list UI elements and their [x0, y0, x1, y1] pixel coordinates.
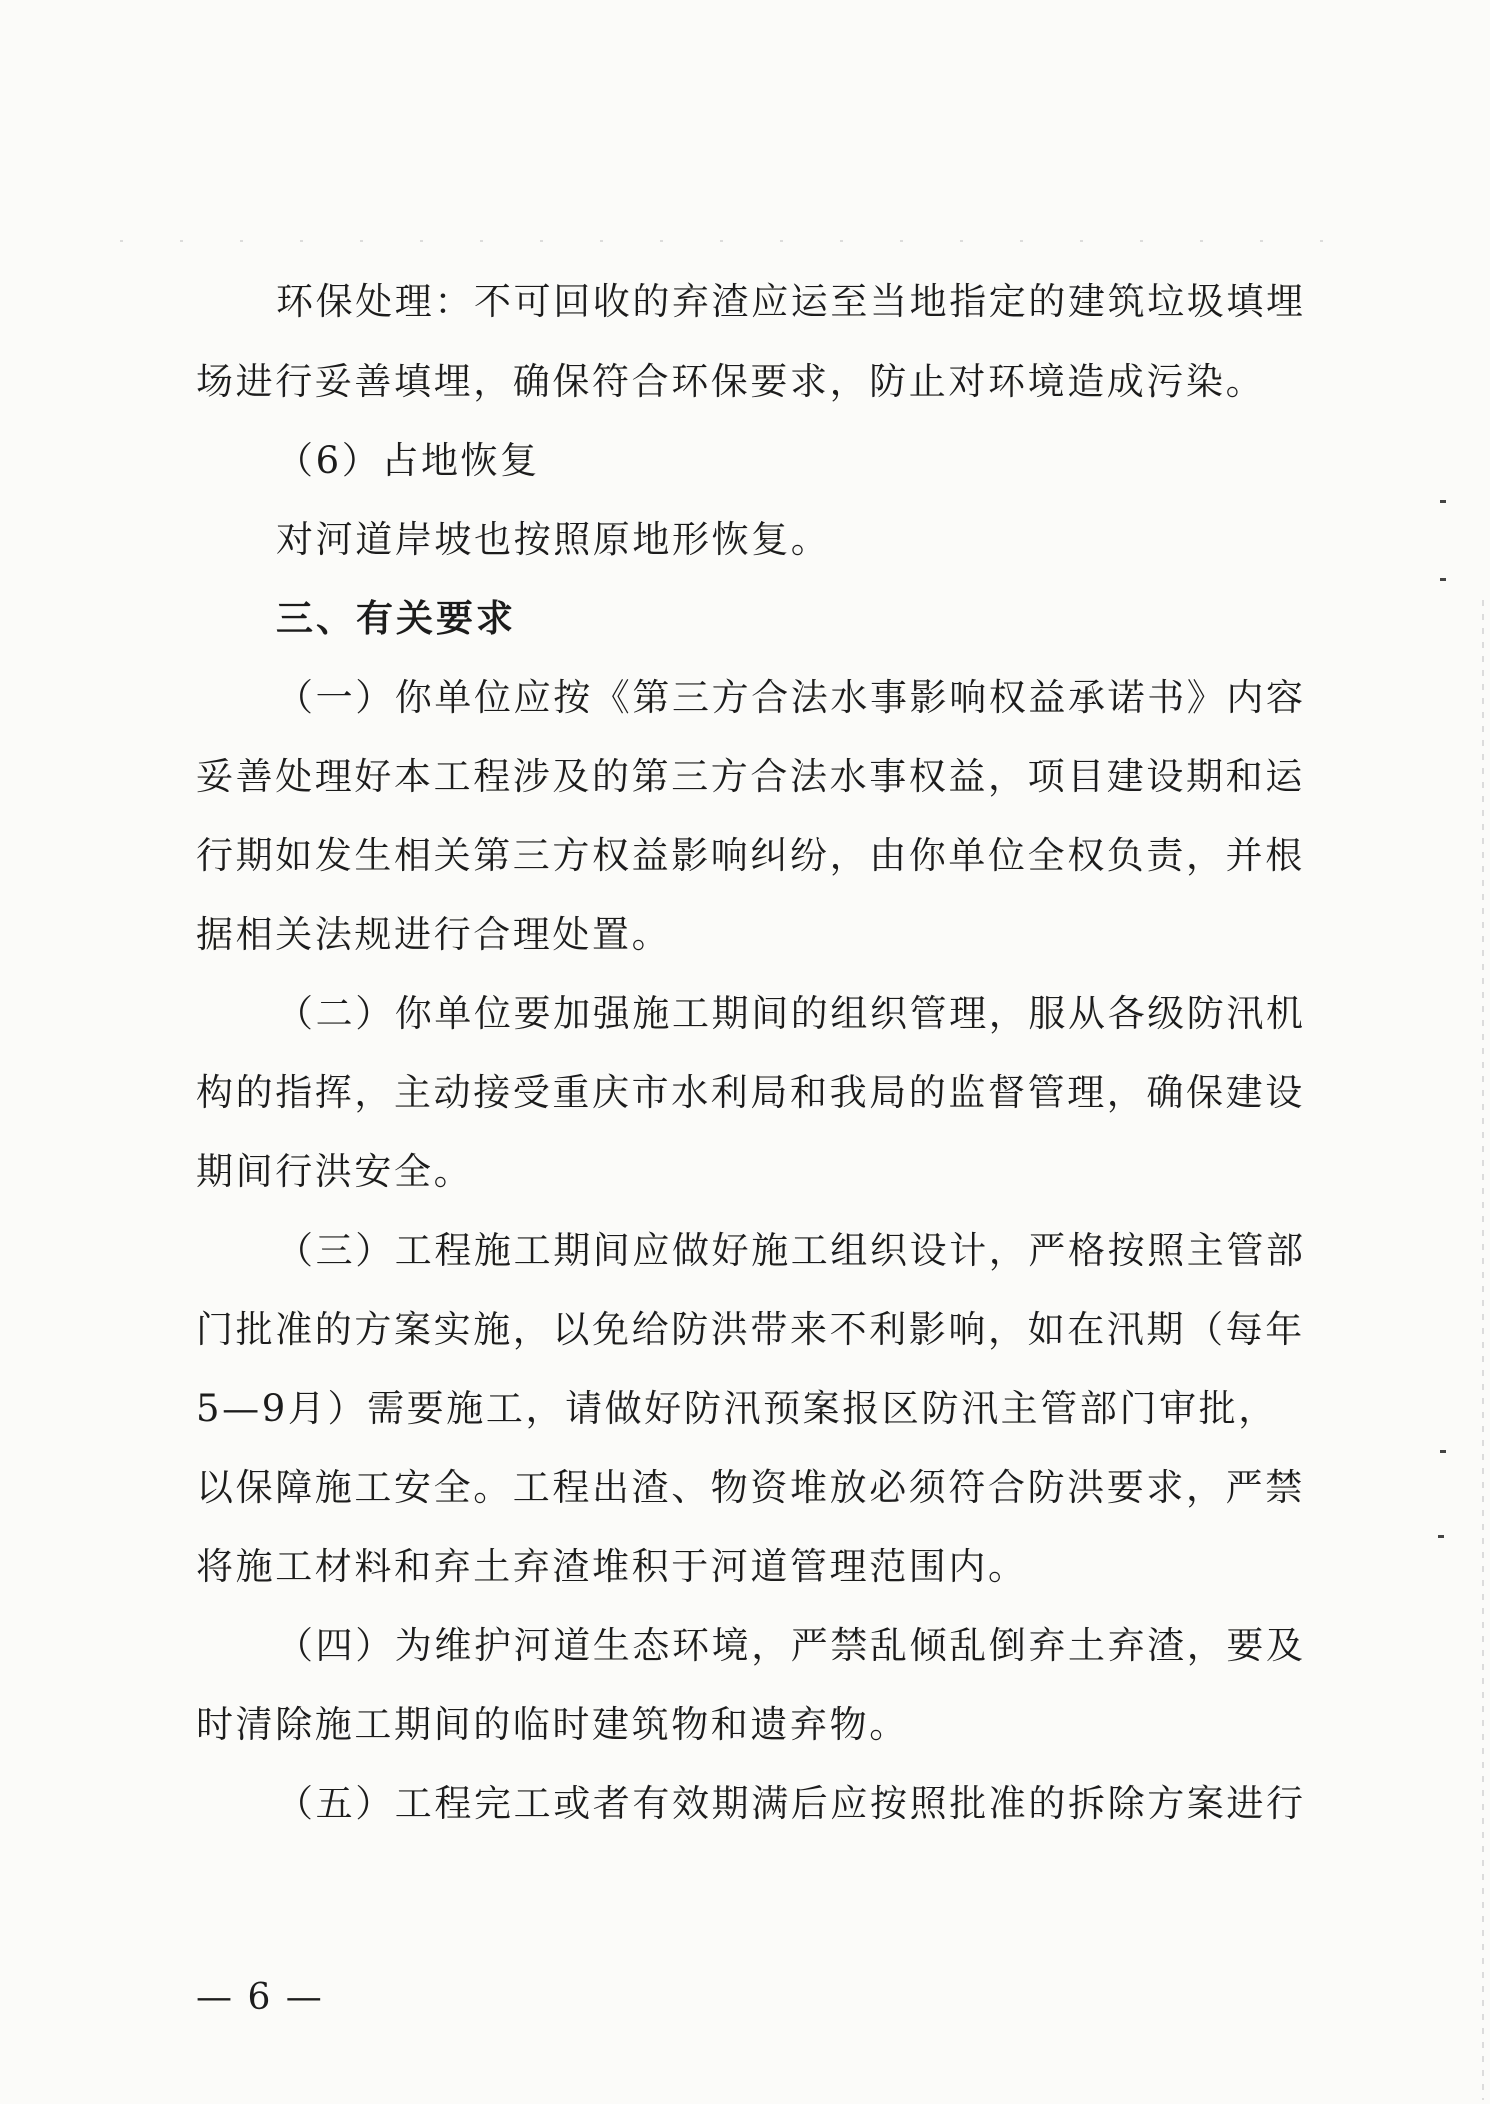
body-line: 环保处理：不可回收的弃渣应运至当地指定的建筑垃圾填埋 — [276, 280, 1306, 323]
body-line: （二）你单位要加强施工期间的组织管理，服从各级防汛机 — [276, 992, 1306, 1035]
body-line: （五）工程完工或者有效期满后应按照批准的拆除方案进行 — [276, 1782, 1306, 1825]
body-line: 门批准的方案实施，以免给防洪带来不利影响，如在汛期（每年 — [196, 1308, 1305, 1351]
body-line: （一）你单位应按《第三方合法水事影响权益承诺书》内容 — [276, 676, 1306, 719]
body-line: 以保障施工安全。工程出渣、物资堆放必须符合防洪要求，严禁 — [196, 1466, 1305, 1509]
scan-mark — [1440, 500, 1446, 503]
section-heading: 三、有关要求 — [276, 597, 516, 640]
body-line: （三）工程施工期间应做好施工组织设计，严格按照主管部 — [276, 1229, 1306, 1272]
subsection-heading: （6）占地恢复 — [276, 439, 540, 482]
body-line: 行期如发生相关第三方权益影响纠纷，由你单位全权负责，并根 — [196, 834, 1305, 877]
scan-mark — [1440, 578, 1446, 581]
body-line: 场进行妥善填埋，确保符合环保要求，防止对环境造成污染。 — [196, 360, 1266, 403]
body-line: 将施工材料和弃土弃渣堆积于河道管理范围内。 — [196, 1545, 1028, 1588]
scan-artifact — [1482, 600, 1484, 2100]
body-line: 时清除施工期间的临时建筑物和遗弃物。 — [196, 1703, 909, 1746]
body-line: 期间行洪安全。 — [196, 1150, 474, 1193]
body-line: （四）为维护河道生态环境，严禁乱倾乱倒弃土弃渣，要及 — [276, 1624, 1306, 1667]
body-line: 据相关法规进行合理处置。 — [196, 913, 672, 956]
body-line: 对河道岸坡也按照原地形恢复。 — [276, 518, 831, 561]
scan-mark — [1438, 1535, 1444, 1538]
scan-artifact — [120, 240, 1380, 242]
page-number: — 6 — — [196, 1977, 324, 2018]
scan-mark — [1440, 1450, 1446, 1453]
body-line: 构的指挥，主动接受重庆市水利局和我局的监督管理，确保建设 — [196, 1071, 1305, 1114]
body-line: 妥善处理好本工程涉及的第三方合法水事权益，项目建设期和运 — [196, 755, 1305, 798]
body-line: 5—9月）需要施工，请做好防汛预案报区防汛主管部门审批， — [196, 1387, 1278, 1430]
